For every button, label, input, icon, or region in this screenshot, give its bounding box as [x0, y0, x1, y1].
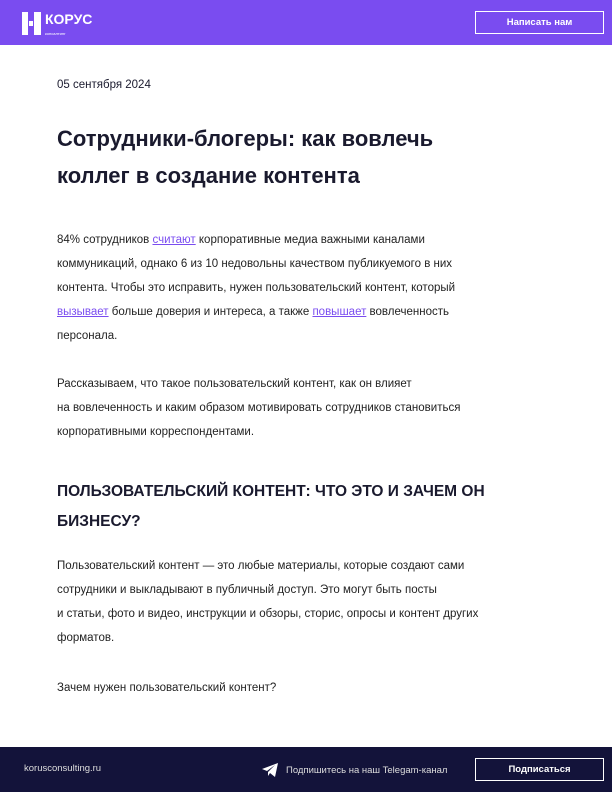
- paragraph-question: Зачем нужен пользовательский контент?: [57, 682, 277, 694]
- contact-us-button[interactable]: Написать нам: [475, 11, 604, 34]
- paragraph-summary: [57, 372, 567, 444]
- heading-line: БИЗНЕСУ?: [57, 513, 141, 530]
- telegram-icon: [262, 763, 278, 777]
- section-heading: [57, 477, 577, 537]
- paragraph-definition: [57, 554, 567, 650]
- logo-subtext: консалтинг: [45, 31, 66, 36]
- link-schitayut[interactable]: считают: [152, 234, 196, 246]
- footer: [0, 747, 612, 792]
- text: Рассказываем, что такое пользовательский контент, как он влияет: [57, 378, 412, 390]
- telegram-promo[interactable]: [262, 763, 447, 777]
- text: вовлеченность: [366, 306, 449, 318]
- text: больше доверия и интереса, а также: [108, 306, 313, 318]
- text: персонала.: [57, 330, 118, 342]
- link-vyzyvaet[interactable]: вызывает: [57, 306, 109, 318]
- telegram-text: Подпишитесь на наш Telegam-канал: [286, 764, 448, 776]
- subscribe-button[interactable]: Подписаться: [475, 758, 604, 781]
- title-line: коллег в создание контента: [57, 163, 360, 188]
- text: на вовлеченность и каким образом мотивировать сотрудников становиться: [57, 402, 461, 414]
- link-povyshaet[interactable]: повышает: [312, 306, 367, 318]
- paragraph-intro: [57, 228, 567, 348]
- text: корпоративные медиа важными каналами: [195, 234, 425, 246]
- text: контента. Чтобы это исправить, нужен пользовательский контент, который: [57, 282, 456, 294]
- korus-logo-icon: [22, 12, 41, 35]
- header: [0, 0, 612, 45]
- heading-line: ПОЛЬЗОВАТЕЛЬСКИЙ КОНТЕНТ: ЧТО ЭТО И ЗАЧЕМ ОН: [57, 483, 485, 500]
- publish-date: 05 сентября 2024: [57, 79, 151, 91]
- text: и статьи, фото и видео, инструкции и обзоры, сторис, опросы и контент других: [57, 608, 479, 620]
- logo-text: КОРУС: [45, 11, 93, 27]
- text: корпоративными корреспондентами.: [57, 426, 255, 438]
- site-link[interactable]: korusconsulting.ru: [24, 763, 102, 774]
- logo[interactable]: [22, 11, 92, 36]
- title-line: Сотрудники-блогеры: как вовлечь: [57, 126, 434, 151]
- text: коммуникаций, однако 6 из 10 недовольны качеством публикуемого в них: [57, 258, 453, 270]
- text: Пользовательский контент — это любые материалы, которые создают сами: [57, 560, 465, 572]
- article-title: [57, 120, 577, 194]
- text: 84% сотрудников: [57, 234, 153, 246]
- text: форматов.: [57, 632, 115, 644]
- text: сотрудники и выкладывают в публичный доступ. Это могут быть посты: [57, 584, 437, 596]
